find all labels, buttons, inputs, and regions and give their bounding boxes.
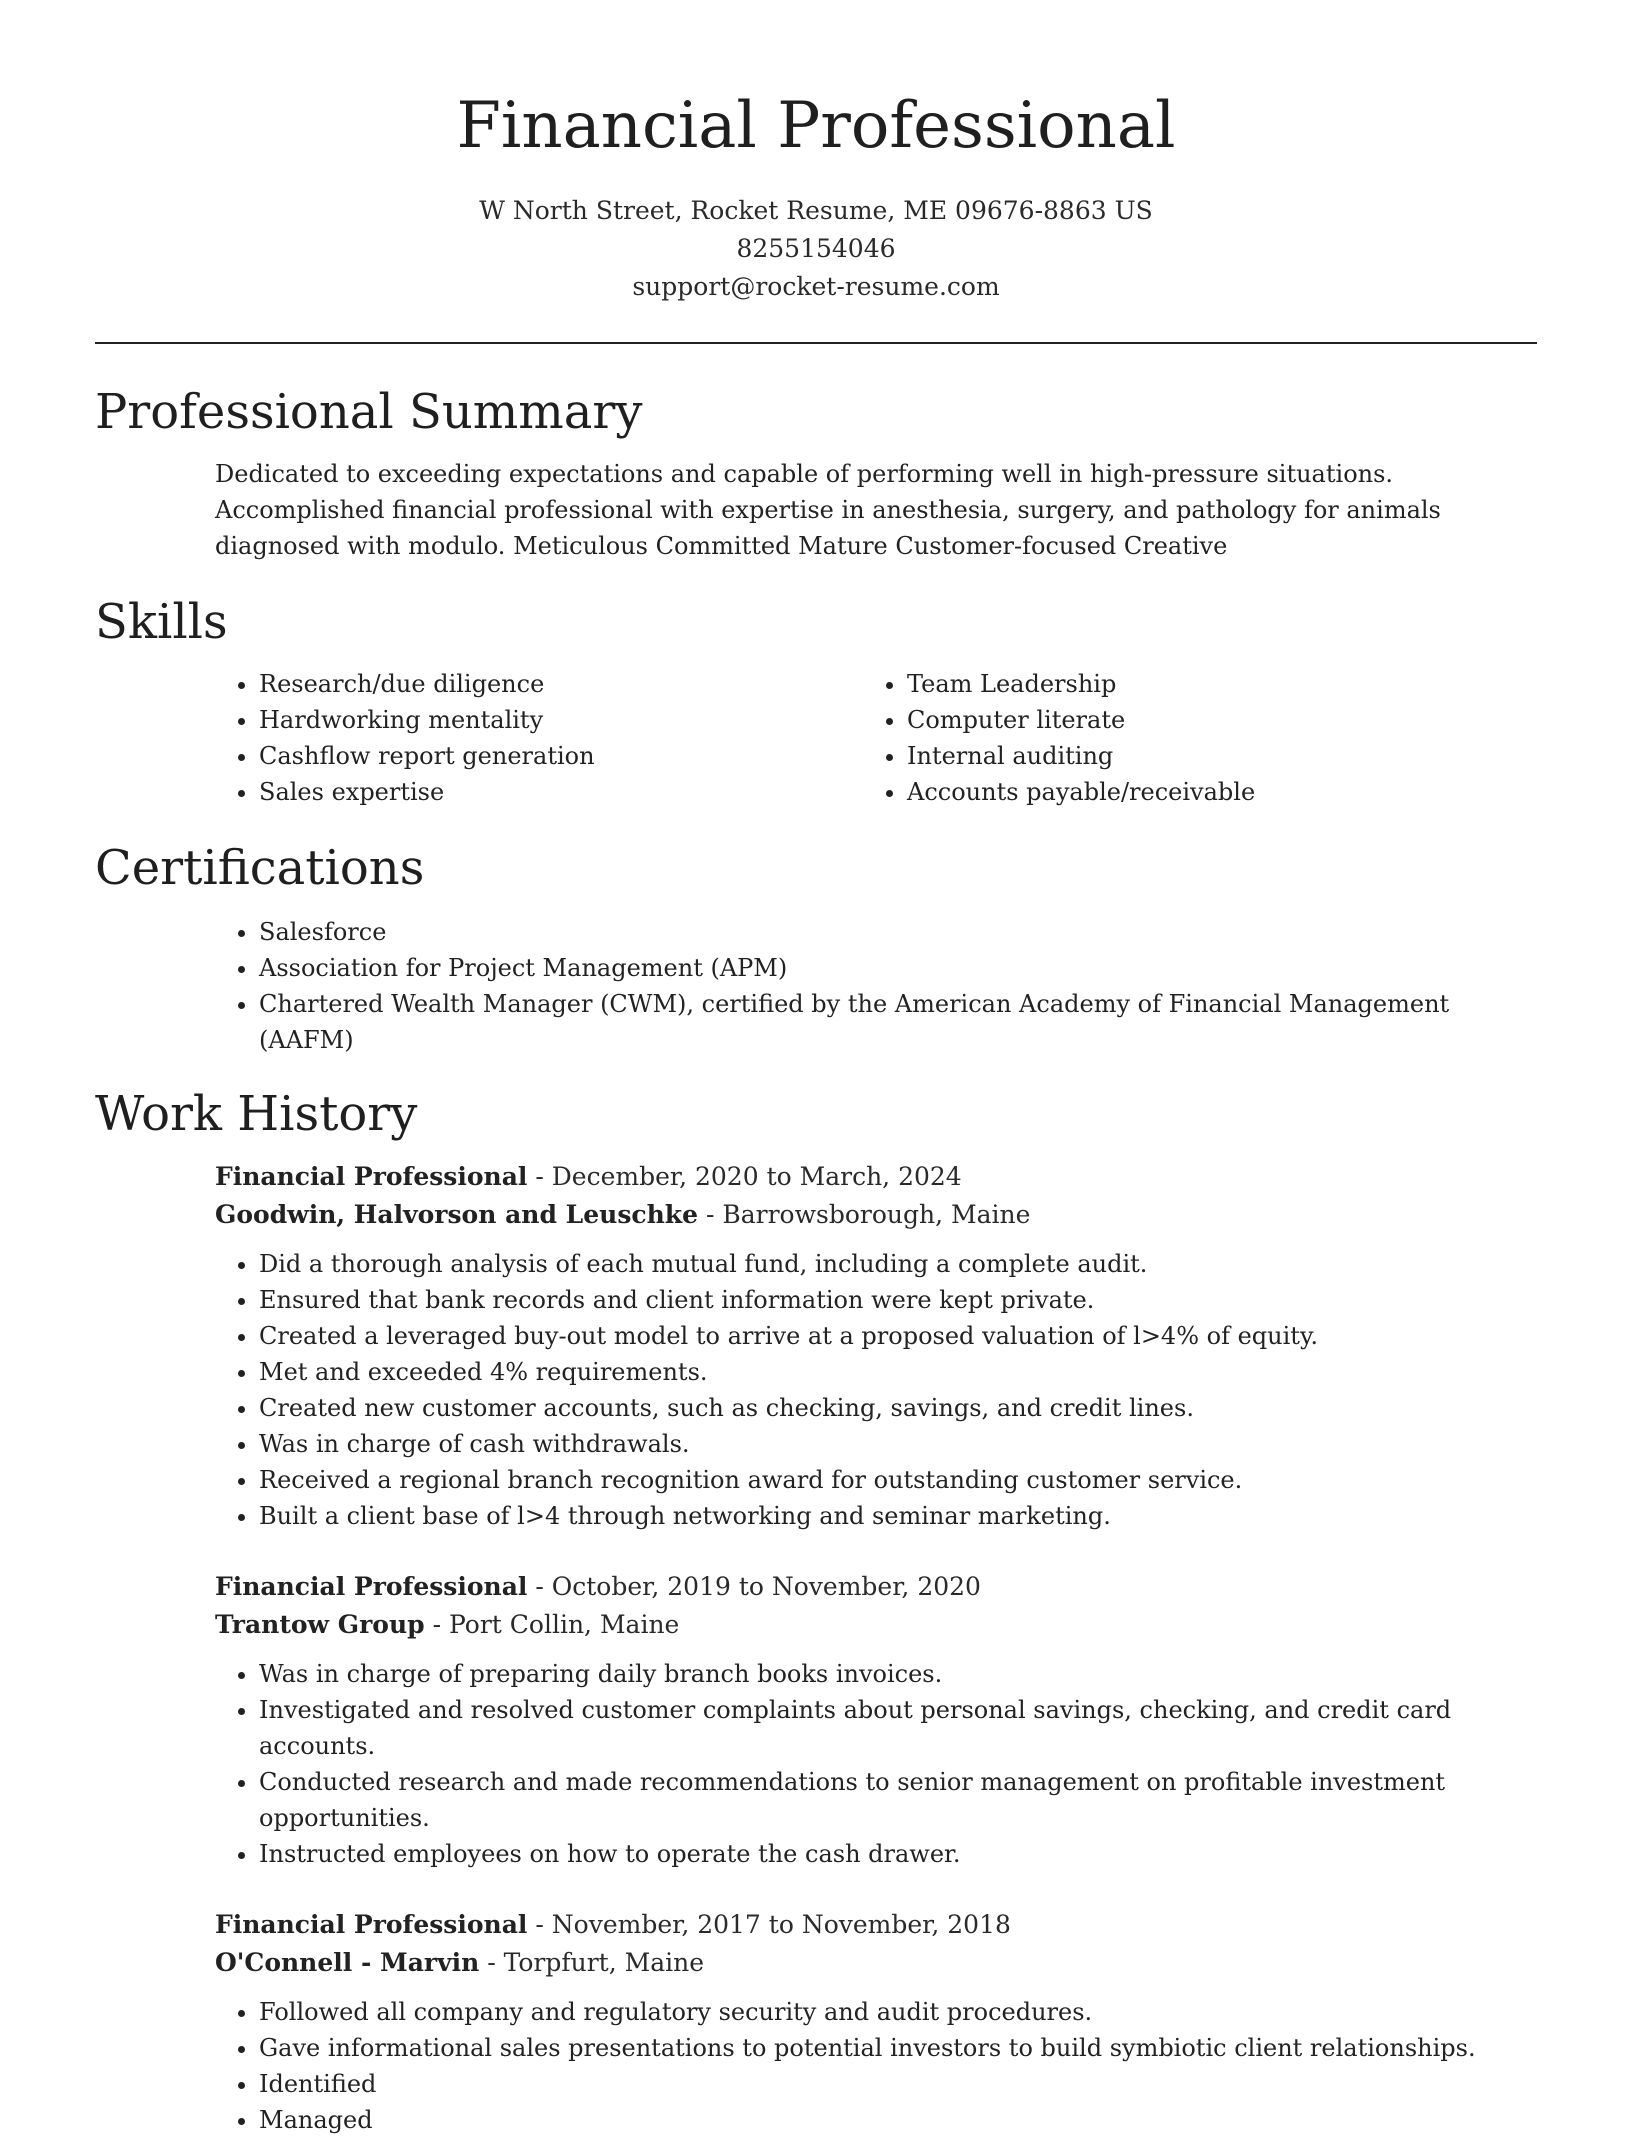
- job-title-line: [215, 1158, 1537, 1196]
- job-title-line: [215, 1568, 1537, 1606]
- list-item: • Instructed employees on how to operate the cash drawer.: [259, 1836, 1537, 1872]
- job-entry: [215, 1906, 1537, 2138]
- list-item: • Received a regional branch recognition award for outstanding customer service.: [259, 1462, 1537, 1498]
- list-item: • Did a thorough analysis of each mutual fund, including a complete audit.: [259, 1246, 1537, 1282]
- section-title-work-history: Work History: [95, 1086, 418, 1142]
- list-item: • Computer literate: [907, 702, 1511, 738]
- job-dates: - November, 2017 to November, 2018: [527, 1910, 1011, 1939]
- job-company-line: [215, 1944, 1537, 1982]
- list-item: • Managed: [259, 2102, 1537, 2138]
- job-location: - Barrowsborough, Maine: [698, 1200, 1031, 1229]
- job-company-line: [215, 1196, 1537, 1234]
- list-item: • Cashflow report generation: [259, 738, 863, 774]
- job-bullets: [215, 1656, 1537, 1872]
- section-title-skills: Skills: [95, 594, 228, 650]
- job-company: Goodwin, Halvorson and Leuschke: [215, 1200, 699, 1229]
- contact-email: support@rocket-resume.com: [632, 272, 1000, 301]
- job-dates: - December, 2020 to March, 2024: [527, 1162, 962, 1191]
- skills-list-right: [863, 666, 1511, 810]
- job-entry: [215, 1158, 1537, 1534]
- job-role: Financial Professional: [215, 1162, 528, 1191]
- list-item: • Conducted research and made recommendations to senior management on profitable investment opportunities.: [259, 1764, 1537, 1836]
- list-item: • Followed all company and regulatory security and audit procedures.: [259, 1994, 1537, 2030]
- job-company-line: [215, 1606, 1537, 1644]
- job-company: Trantow Group: [215, 1610, 425, 1639]
- skills-column-right: [863, 666, 1511, 810]
- job-role: Financial Professional: [215, 1910, 528, 1939]
- list-item: • Sales expertise: [259, 774, 863, 810]
- list-item: • Salesforce: [259, 914, 1537, 950]
- list-item: • Hardworking mentality: [259, 702, 863, 738]
- job-company: O'Connell - Marvin: [215, 1948, 480, 1977]
- list-item: • Internal auditing: [907, 738, 1511, 774]
- header-divider: [95, 342, 1537, 344]
- list-item: • Investigated and resolved customer complaints about personal savings, checking, and credit card accounts.: [259, 1692, 1537, 1764]
- section-title-certifications: Certifications: [95, 840, 425, 896]
- list-item: • Created new customer accounts, such as checking, savings, and credit lines.: [259, 1390, 1537, 1426]
- list-item: • Identified: [259, 2066, 1537, 2102]
- section-title-summary: Professional Summary: [95, 384, 643, 440]
- list-item: • Research/due diligence: [259, 666, 863, 702]
- job-dates: - October, 2019 to November, 2020: [527, 1572, 981, 1601]
- list-item: • Was in charge of cash withdrawals.: [259, 1426, 1537, 1462]
- summary-text: Dedicated to exceeding expectations and capable of performing well in high-pressure situations. Accomplished financial professional with expertise in anesthesia, surgery, and pathology for animals diagnosed with modulo. Meticulous Committed Mature Customer-focused Creative: [215, 460, 1441, 560]
- list-item: • Team Leadership: [907, 666, 1511, 702]
- job-title-line: [215, 1906, 1537, 1944]
- skills-list-left: [215, 666, 863, 810]
- list-item: • Ensured that bank records and client information were kept private.: [259, 1282, 1537, 1318]
- list-item: • Chartered Wealth Manager (CWM), certified by the American Academy of Financial Management (AAFM): [259, 986, 1537, 1058]
- skills-grid: [215, 666, 1537, 810]
- job-role: Financial Professional: [215, 1572, 528, 1601]
- list-item: • Accounts payable/receivable: [907, 774, 1511, 810]
- list-item: • Created a leveraged buy-out model to arrive at a proposed valuation of l>4% of equity.: [259, 1318, 1537, 1354]
- page-title: Financial Professional: [456, 89, 1176, 163]
- skills-column-left: [215, 666, 863, 810]
- list-item: • Was in charge of preparing daily branch books invoices.: [259, 1656, 1537, 1692]
- contact-phone: 8255154046: [736, 234, 896, 263]
- job-entry: [215, 1568, 1537, 1872]
- list-item: • Met and exceeded 4% requirements.: [259, 1354, 1537, 1390]
- contact-info: [95, 192, 1537, 306]
- contact-address: W North Street, Rocket Resume, ME 09676-8863 US: [479, 196, 1153, 225]
- job-location: - Port Collin, Maine: [424, 1610, 680, 1639]
- certifications-body: [215, 914, 1537, 1058]
- job-location: - Torpfurt, Maine: [479, 1948, 705, 1977]
- job-bullets: [215, 1246, 1537, 1534]
- list-item: • Gave informational sales presentations to potential investors to build symbiotic client relationships.: [259, 2030, 1537, 2066]
- certifications-list: [215, 914, 1537, 1058]
- resume-header: [95, 0, 1537, 306]
- list-item: • Built a client base of l>4 through networking and seminar marketing.: [259, 1498, 1537, 1534]
- list-item: • Association for Project Management (APM): [259, 950, 1537, 986]
- job-bullets: [215, 1994, 1537, 2138]
